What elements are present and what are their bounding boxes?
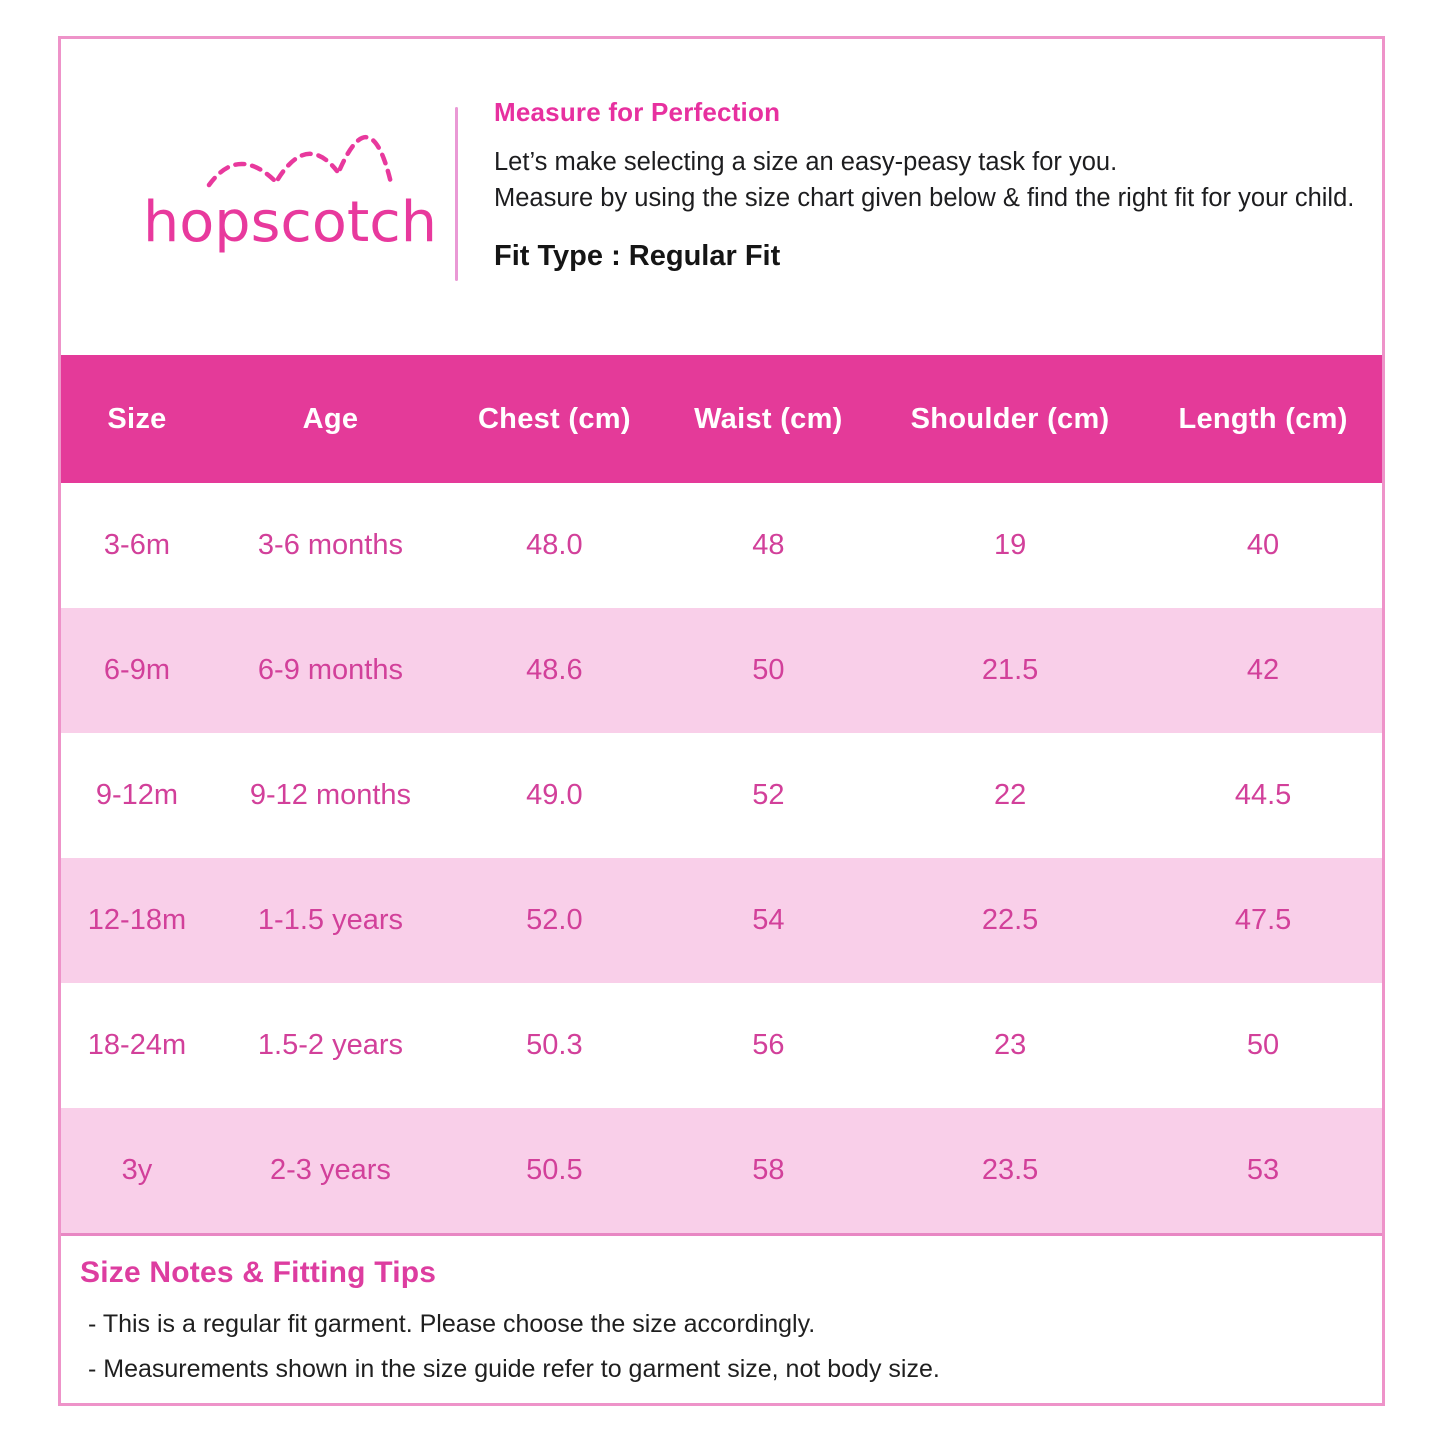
- table-body: [61, 483, 1382, 1233]
- table-cell: 58: [752, 1154, 785, 1186]
- intro-line-2: Measure by using the size chart given below & find the right fit for your child.: [494, 184, 1355, 212]
- table-cell: 6-9m: [103, 654, 170, 686]
- intro-block: [494, 97, 1364, 273]
- fit-type-label: Fit Type : Regular Fit: [494, 240, 781, 272]
- table-row: [61, 1108, 1382, 1233]
- table-cell: 1-1.5 years: [257, 904, 403, 936]
- table-row: [61, 858, 1382, 983]
- table-cell: 18-24m: [87, 1029, 187, 1061]
- header-cell: Chest (cm): [477, 402, 631, 435]
- table-cell: 50: [752, 654, 785, 686]
- table-cell: 49.0: [526, 779, 583, 811]
- table-cell: 48: [752, 529, 785, 561]
- table-cell: 40: [1246, 529, 1280, 561]
- table-cell: 3-6 months: [257, 529, 403, 561]
- table-cell: 2-3 years: [270, 1154, 391, 1186]
- table-cell: 54: [752, 904, 785, 936]
- table-cell: 6-9 months: [257, 654, 403, 686]
- table-cell: 48.6: [526, 654, 583, 686]
- size-table: [61, 355, 1382, 1233]
- notes-heading: Size Notes & Fitting Tips: [80, 1256, 437, 1289]
- header-cell: Waist (cm): [694, 402, 843, 435]
- header-cell: Age: [302, 402, 359, 435]
- table-cell: 1.5-2 years: [257, 1029, 403, 1061]
- table-cell: 47.5: [1234, 904, 1292, 936]
- table-cell: 22.5: [981, 904, 1039, 936]
- table-cell: 50.3: [526, 1029, 583, 1061]
- table-cell: 52.0: [526, 904, 583, 936]
- table-cell: 19: [993, 529, 1027, 561]
- table-header-row: [61, 355, 1382, 483]
- table-cell: 50: [1246, 1029, 1280, 1061]
- hop-arcs-icon: [209, 137, 391, 185]
- header-cell: Size: [107, 402, 167, 435]
- table-cell: 53: [1246, 1154, 1280, 1186]
- table-cell: 50.5: [526, 1154, 583, 1186]
- section-divider: [455, 107, 458, 281]
- table-cell: 3y: [121, 1154, 153, 1186]
- header-cell: Length (cm): [1178, 402, 1348, 435]
- table-cell: 9-12 months: [249, 779, 412, 811]
- notes-section: [61, 1233, 1382, 1400]
- table-cell: 23.5: [981, 1154, 1039, 1186]
- notes-list: [80, 1310, 1358, 1384]
- intro-line-1: Let’s make selecting a size an easy-peasy task for you.: [494, 148, 1118, 176]
- hopscotch-logo: [137, 103, 443, 257]
- table-row: [61, 733, 1382, 858]
- table-cell: 42: [1246, 654, 1280, 686]
- table-cell: 48.0: [526, 529, 583, 561]
- table-cell: 21.5: [981, 654, 1039, 686]
- note-item: - Measurements shown in the size guide refer to garment size, not body size.: [88, 1355, 940, 1383]
- table-row: [61, 608, 1382, 733]
- table-cell: 9-12m: [95, 779, 179, 811]
- size-chart-card: [58, 36, 1385, 1406]
- top-section: [61, 39, 1382, 355]
- table-cell: 3-6m: [103, 529, 170, 561]
- intro-heading: Measure for Perfection: [494, 97, 781, 127]
- table-row: [61, 483, 1382, 608]
- note-item: - This is a regular fit garment. Please choose the size accordingly.: [88, 1310, 816, 1338]
- table-cell: 23: [993, 1029, 1027, 1061]
- table-cell: 52: [752, 779, 785, 811]
- table-cell: 56: [752, 1029, 785, 1061]
- header-cell: Shoulder (cm): [910, 402, 1110, 435]
- hopscotch-logo-text: hopscotch: [143, 190, 437, 255]
- table-row: [61, 983, 1382, 1108]
- table-cell: 44.5: [1234, 779, 1292, 811]
- table-cell: 12-18m: [87, 904, 187, 936]
- table-cell: 22: [993, 779, 1027, 811]
